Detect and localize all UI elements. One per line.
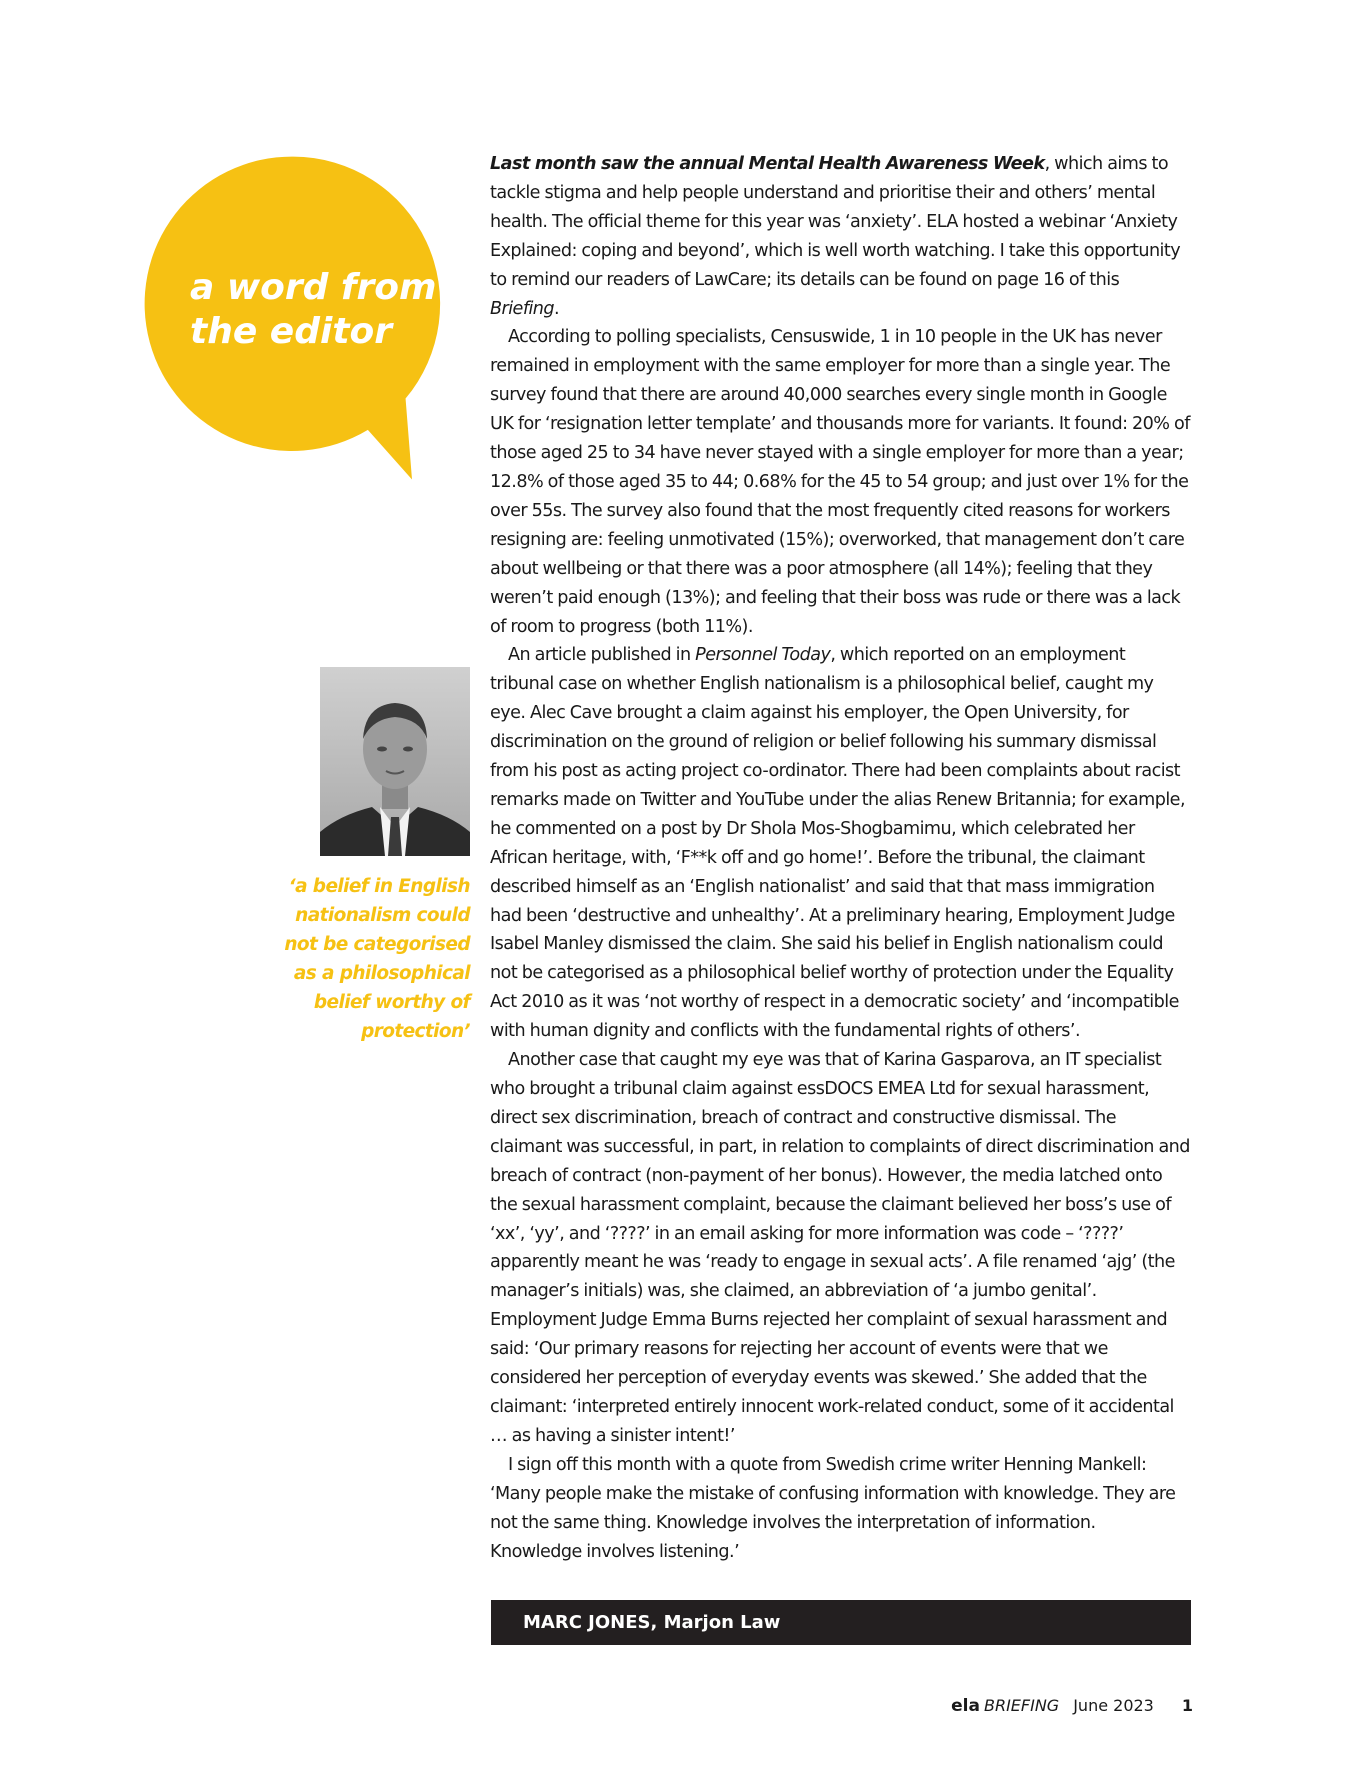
publication-title: BRIEFING	[983, 1696, 1060, 1715]
author-signature: MARC JONES, Marjon Law	[491, 1600, 1191, 1645]
issue-date: June 2023	[1073, 1696, 1154, 1715]
editor-photo	[320, 667, 470, 856]
paragraph-1-text: , which aims to tackle stigma and help people understand and prioritise their and others’ mental health. The official theme for this year was ‘anxiety’. ELA hosted a webinar ‘Anxiety Explained: coping and beyond’, which is well worth watching. I take this opportunity to remind our readers of LawCare; its details can be found on page 16 of this	[490, 154, 1181, 290]
paragraph-4: Another case that caught my eye was that of Karina Gasparova, an IT specialist who brought a tribunal claim against essDOCS EMEA Ltd for sexual harassment, direct sex discrimination, breach of contract and constructive dismissal. The claimant was successful, in part, in relation to complaints of direct discrimination and breach of contract (non-payment of her bonus). However, the media latched onto the sexual harassment complaint, because the claimant believed her boss’s use of ‘xx’, ‘yy’, and ‘????’ in an email asking for more information was code – ‘????’ apparently meant he was ‘ready to engage in sexual acts’. A file renamed ‘ajg’ (the manager’s initials) was, she claimed, an abbreviation of ‘a jumbo genital’. Employment Judge Emma Burns rejected her complaint of sexual harassment and said: ‘Our primary reasons for rejecting her account of events were that we considered her perception of everyday events was skewed.’ She added that the claimant: ‘interpreted entirely innocent work-related conduct, some of it accidental … as having a sinister intent!’	[490, 1050, 1190, 1446]
paragraph-1-end: .	[554, 298, 560, 319]
page-footer	[951, 1696, 1193, 1716]
lead-text: Last month saw the annual Mental Health Awareness Week	[490, 154, 1045, 174]
paragraph-3-text: , which reported on an employment tribunal case on whether English nationalism is a philosophical belief, caught my eye. Alec Cave brought a claim against his employer, the Open University, for discrimination on the ground of religion or belief following his summary dismissal from his post as acting project co-ordinator. There had been complaints about racist remarks made on Twitter and YouTube under the alias Renew Britannia; for example, he commented on a post by Dr Shola Mos-Shogbamimu, which celebrated her African heritage, with, ‘F**k off and go home!’. Before the tribunal, the claimant described himself as an ‘English nationalist’ and said that that mass immigration had been ‘destructive and unhealthy’. At a preliminary hearing, Employment Judge Isabel Manley dismissed the claim. She said his belief in English nationalism could not be categorised as a philosophical belief worthy of protection under the Equality Act 2010 as it was ‘not worthy of respect in a democratic society’ and ‘incompatible with human dignity and conflicts with the fundamental rights of others’.	[490, 645, 1185, 1042]
paragraph-1	[490, 150, 1190, 323]
article-body	[490, 150, 1190, 1566]
page-number: 1	[1181, 1696, 1193, 1715]
paragraph-3-start: An article published in	[508, 645, 696, 666]
ela-logo: ela	[951, 1696, 980, 1716]
page-title: a word from the editor	[190, 267, 437, 352]
publication-name: Briefing	[490, 298, 555, 319]
pull-quote: ‘a belief in English nationalism could not be categorised as a philosophical belief worthy of protection’	[284, 876, 470, 1042]
paragraph-5: I sign off this month with a quote from Swedish crime writer Henning Mankell: ‘Many people make the mistake of confusing information with knowledge. They are not the same thing. Knowledge involves the interpretation of information. Knowledge involves listening.’	[490, 1454, 1176, 1562]
paragraph-3	[490, 641, 1190, 1046]
paragraph-2: According to polling specialists, Censuswide, 1 in 10 people in the UK has never remained in employment with the same employer for more than a single year. The survey found that there are around 40,000 searches every single month in Google UK for ‘resignation letter template’ and thousands more for variants. It found: 20% of those aged 25 to 34 have never stayed with a single employer for more than a year; 12.8% of those aged 35 to 44; 0.68% for the 45 to 54 group; and just over 1% for the over 55s. The survey also found that the most frequently cited reasons for workers resigning are: feeling unmotivated (15%); overworked, that management don’t care about wellbeing or that there was a poor atmosphere (all 14%); feeling that they weren’t paid enough (13%); and feeling that their boss was rude or there was a lack of room to progress (both 11%).	[490, 327, 1190, 637]
publication-name: Personnel Today	[695, 645, 831, 666]
